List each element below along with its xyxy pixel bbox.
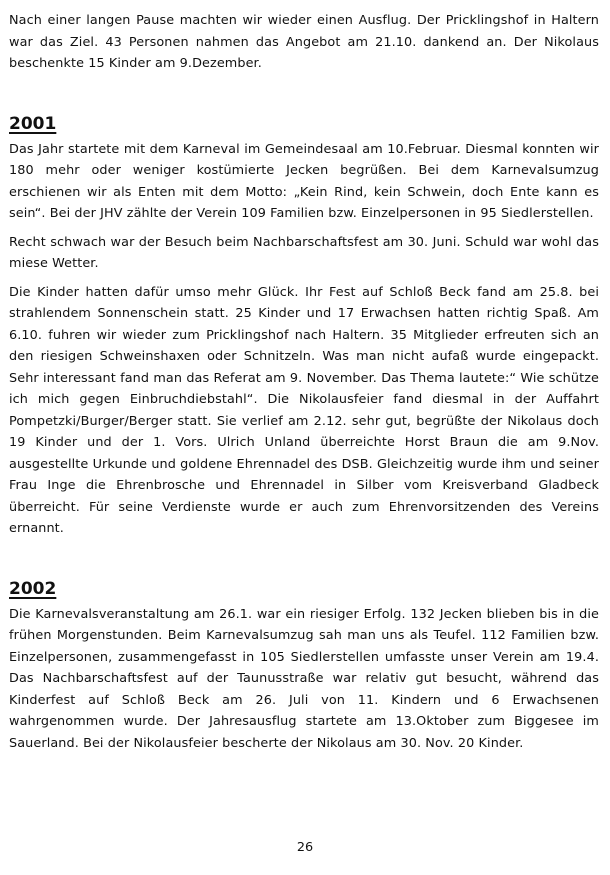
document-page [9,10,599,754]
paragraph-2001-neighborhood-fest: Recht schwach war der Besuch beim Nachbarschaftsfest am 30. Juni. Schuld war wohl das miese Wetter. [9,234,599,271]
paragraph-2001-children-fest: Die Kinder hatten dafür umso mehr Glück. Ihr Fest auf Schloß Beck fand am 25.8. bei strahlendem Sonnenschein statt. 25 Kinder und 17 Erwachsen hatten richtig Spaß. Am 6.10. fuhren wir wieder zum Pricklingshof nach Haltern. 35 Mitglieder erfreuten sich an den riesigen Schweinshaxen oder Schnitzeln. Was man nicht aufaß wurde eingepackt. Sehr interessant fand man das Referat am 9. November. Das Thema lautete:“ Wie schütze ich mich gegen Einbruchdiebstahl“. Die Nikolausfeier fand diesmal in der Auffahrt Pompetzki/Burger/Berger statt. Sie verlief am 2.12. sehr gut, begrüßte der Nikolaus doch 19 Kinder und der 1. Vors. Ulrich Unland überreichte Horst Braun die am 9.Nov. ausgestellte Urkunde und goldene Ehrennadel des DSB. Gleichzeitig wurde ihm und seiner Frau Inge die Ehrenbrosche und Ehrennadel in Silber vom Kreisverband Gladbeck überreicht. Für seine Verdienste wurde er auch zum Ehrenvorsitzenden des Vereins ernannt. [9,284,599,536]
heading-2002: 2002 [9,578,57,599]
page-number: 26 [296,840,314,855]
heading-2001: 2001 [9,113,57,134]
intro-paragraph: Nach einer langen Pause machten wir wieder einen Ausflug. Der Pricklingshof in Haltern war das Ziel. 43 Personen nahmen das Angebot am 21.10. dankend an. Der Nikolaus beschenkte 15 Kinder am 9.Dezember. [9,13,599,71]
paragraph-2002: Die Karnevalsveranstaltung am 26.1. war ein riesiger Erfolg. 132 Jecken blieben bis in die frühen Morgenstunden. Beim Karnevalsumzug sah man uns als Teufel. 112 Familien bzw. Einzelpersonen, zusammengefasst in 105 Siedlerstellen umfasste unser Verein am 19.4. Das Nachbarschaftsfest auf der Taunusstraße war relativ gut besucht, während das Kinderfest auf Schloß Beck am 26. Juli von 11. Kindern und 6 Erwachsenen wahrgenommen wurde. Der Jahresausflug startete am 13.Oktober zum Biggesee im Sauerland. Bei der Nikolausfeier bescherte der Nikolaus am 30. Nov. 20 Kinder. [9,606,599,751]
paragraph-2001-carnival: Das Jahr startete mit dem Karneval im Gemeindesaal am 10.Februar. Diesmal konnten wir 180 mehr oder weniger kostümierte Jecken begrüßen. Bei dem Karnevalsumzug erschienen wir als Enten mit dem Motto: „Kein Rind, kein Schwein, doch Ente kann es sein“. Bei der JHV zählte der Verein 109 Familien bzw. Einzelpersonen in 95 Siedlerstellen. [9,141,599,221]
